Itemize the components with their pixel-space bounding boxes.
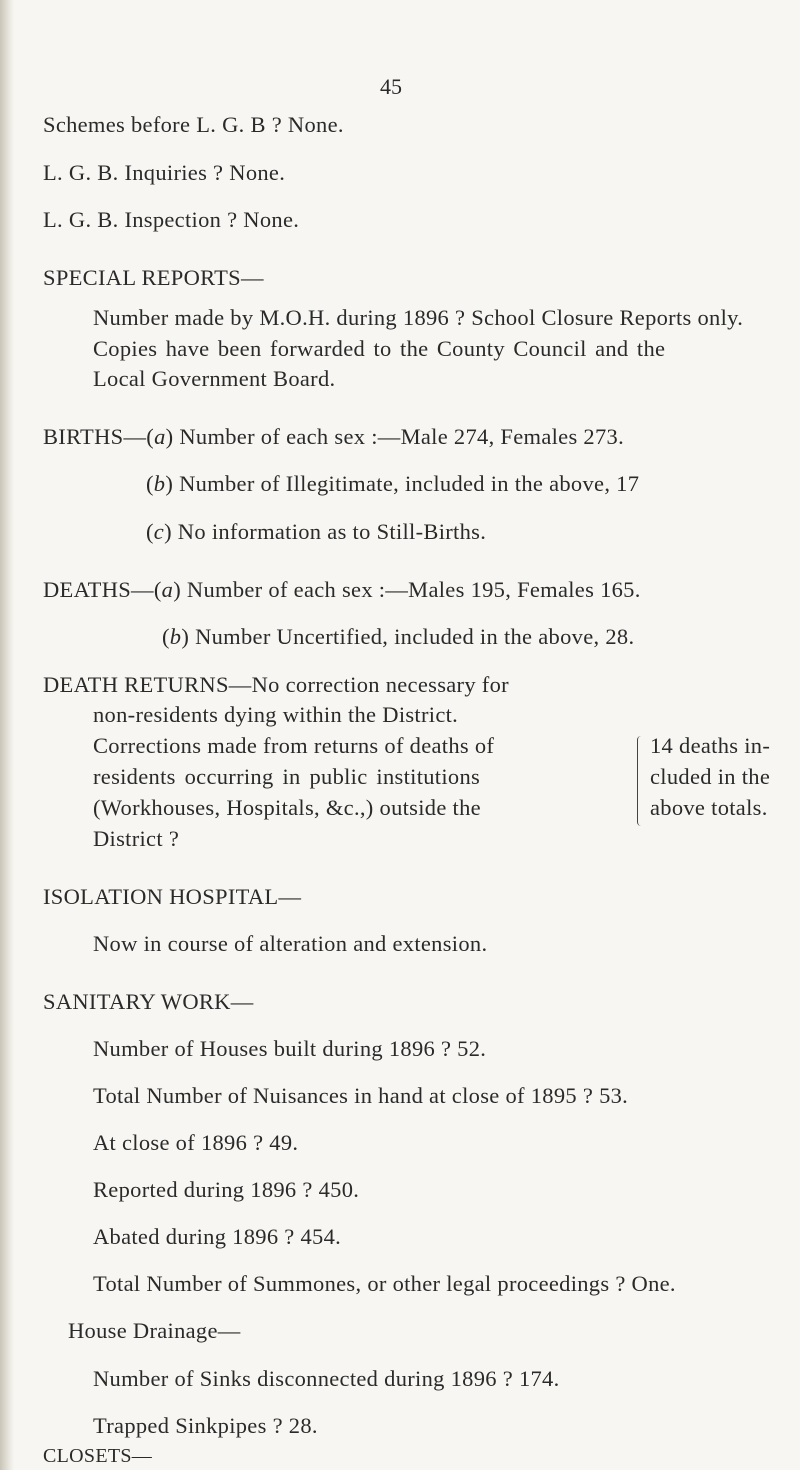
isolation-hospital-heading: ISOLATION HOSPITAL— [43,884,302,909]
death-returns-line6: District ? [93,826,180,851]
births-b: (b) Number of Illegitimate, included in the above, 17 [146,471,640,496]
isolation-hospital-text: Now in course of alteration and extension. [93,931,488,956]
special-reports-line1: Number made by M.O.H. during 1896 ? School Closure Reports only. [93,305,744,330]
deaths-a [43,577,641,603]
death-returns-line1: DEATH RETURNS—No correction necessary for [43,672,509,697]
page-edge-shadow [0,0,14,1470]
special-reports-heading: SPECIAL REPORTS— [43,265,264,290]
death-returns-line5: (Workhouses, Hospitals, &c.,) outside the [93,795,481,820]
inquiries-line: L. G. B. Inquiries ? None. [43,160,286,185]
deaths-b-text: ) Number Uncertified, included in the above, 28. [181,624,635,649]
births-c-text: ) No information as to Still-Births. [164,519,487,544]
houses-built-line: Number of Houses built during 1896 ? 52. [93,1036,487,1061]
nuisances-1895-line: Total Number of Nuisances in hand at close of 1895 ? 53. [93,1083,629,1108]
schemes-line: Schemes before L. G. B ? None. [43,112,344,137]
births-c: (c) No information as to Still-Births. [146,519,487,544]
death-returns-side1: 14 deaths in- [650,733,771,758]
sinkpipes-line: Trapped Sinkpipes ? 28. [93,1413,318,1438]
deaths-b: (b) Number Uncertified, included in the above, 28. [162,624,635,649]
births-c-letter: c [153,519,165,544]
abated-1896-line: Abated during 1896 ? 454. [93,1224,342,1249]
house-drainage-heading: House Drainage— [68,1318,241,1343]
sanitary-work-heading: SANITARY WORK— [43,989,254,1014]
births-a-letter: a [154,424,166,449]
inspection-line: L. G. B. Inspection ? None. [43,207,300,232]
reported-1896-line: Reported during 1896 ? 450. [93,1177,360,1202]
closets-heading: CLOSETS— [43,1445,153,1467]
deaths-a-letter: a [161,577,174,602]
births-b-letter: b [153,471,166,496]
deaths-b-letter: b [169,624,182,649]
deaths-a-prefix: DEATHS—( [43,577,162,602]
deaths-a-text: ) Number of each sex :—Males 195, Females 165. [173,577,641,602]
births-a-text: ) Number of each sex :—Male 274, Females 273. [165,424,625,449]
close-1896-line: At close of 1896 ? 49. [93,1130,299,1155]
brace-mark [637,736,644,826]
births-a-prefix: BIRTHS—( [43,424,155,449]
death-returns-line4: residents occurring in public institutions [93,764,481,789]
births-b-text: ) Number of Illegitimate, included in the above, 17 [165,471,640,496]
special-reports-line3: Local Government Board. [93,366,336,391]
death-returns-line3: Corrections made from returns of deaths of [93,733,495,758]
births-a [43,424,624,450]
death-returns-side2: cluded in the [650,764,771,789]
death-returns-line2: non-residents dying within the District. [93,702,459,727]
summonses-line: Total Number of Summones, or other legal proceedings ? One. [93,1271,676,1296]
page-number: 45 [380,74,402,99]
sinks-line: Number of Sinks disconnected during 1896 ? 174. [93,1366,560,1391]
special-reports-line2: Copies have been forwarded to the County Council and the [93,336,666,361]
death-returns-side3: above totals. [650,795,768,820]
